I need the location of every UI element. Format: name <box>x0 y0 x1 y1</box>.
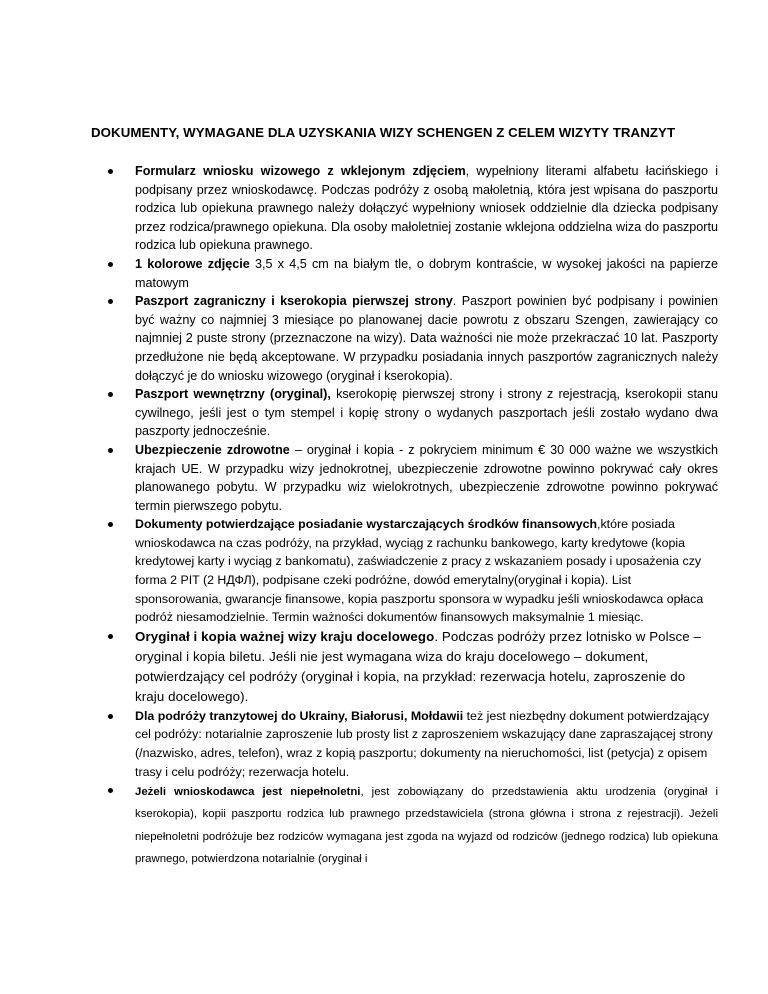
list-item <box>135 162 718 255</box>
item-text: , jest zobowiązany do przedstawienia aktu urodzenia (oryginał i kserokopia), kopii paszportu rodzica lub prawnego przedstawiciela (strona główna i strona z rejestracji). Jeżeli niepełnoletni podróżuje bez rodziców wymagana jest zgoda na wyjazd od rodziców (jednego rodzica) lub opiekuna prawnego, potwierdzona notarialnie (oryginał i <box>135 786 719 865</box>
bullet-icon <box>108 627 116 645</box>
list-item <box>135 255 718 292</box>
list-item <box>135 627 718 707</box>
bullet-icon <box>108 707 116 725</box>
item-heading: Ubezpieczenie zdrowotne <box>135 442 290 457</box>
item-text: 3,5 x 4,5 cm na białym tle, o dobrym kontraście, w wysokej jakości na papierze matowym <box>135 256 718 290</box>
item-text: – oryginał i kopia - z pokryciem minimum € 30 000 ważne we wszystkich krajach UE. W przypadku wizy jednokrotnej, ubezpieczenie zdrowotne powinno pokrywać cały okres planowanego pobytu. W przypadku wiz wielokrotnych, ubezpieczenie zdrowotne powinno pokrywać termin pierwszego pobytu. <box>135 442 719 513</box>
list-item <box>135 515 718 627</box>
item-heading: Formularz wniosku wizowego z wklejonym zdjęciem <box>135 164 466 178</box>
bullet-icon <box>108 292 116 310</box>
item-heading: Dla podróży tranzytowej do Ukrainy, Białorusi, Mołdawii <box>135 708 464 723</box>
item-text: ,które posiada wnioskodawca na czas podróży, na przykład, wyciąg z rachunku bankowego, karty kredytowe (kopia kredytowej karty i wyciąg z bankomatu), zaświadczenie z pracy z wskazaniem posady i uposażenia czy forma 2 PIT (2 НДФЛ), podpisane czeki podróżne, dowód emerytalny(oryginał i kopia). List sponsorowania, gwarancje finansowe, kopia paszportu sponsora w wypadku jeśli wnioskodawca opłaca podróż niesamodzielnie. Termin ważności dokumentów finansowych maksymalnie 1 miesiąc. <box>135 517 704 625</box>
bullet-icon <box>108 385 116 403</box>
list-item <box>135 707 718 781</box>
item-text: kserokopię pierwszej strony i strony z rejestracją, kserokopii stanu cywilnego, jeśli jest o tym stempel i kopię strony o wydanych paszportach jeśli zostało wydano dwa paszporty jednocześnie. <box>135 387 718 439</box>
item-text: . Paszport powinien być podpisany i powinien być ważny co najmniej 3 miesiące po planowanej dacie powrotu z obszaru Szengen, zawierający co najmniej 2 puste strony (przeznaczone na wizy). Data ważności nie może przekraczać 10 lat. Paszporty przedłużone nie będą akceptowane. W przypadku posiadania innych paszportów zagranicznych należy dołączyć je do wniosku wizowego (oryginał i kserokopia). <box>135 294 718 383</box>
bullet-icon <box>108 515 116 533</box>
item-heading: 1 kolorowe zdjęcie <box>135 256 250 271</box>
item-text: też jest niezbędny dokument potwierdzający cel podróży: notarialnie zaproszenie lub prosty list z zaproszeniem wskazujący dane zapraszającej strony (/nazwisko, adres, telefon), wraz z kopią paszportu; dokumenty na nieruchomości, list (petycja) z opisem trasy i celu podróży; rezerwacja hotelu. <box>135 708 713 779</box>
bullet-icon <box>108 162 116 180</box>
item-heading: Oryginał i kopia ważnej wizy kraju docelowego <box>135 628 435 644</box>
bullet-icon <box>108 781 116 799</box>
document-title: DOKUMENTY, WYMAGANE DLA UZYSKANIA WIZY SCHENGEN Z CELEM WIZYTY TRANZYT <box>91 125 676 140</box>
list-item <box>135 292 718 385</box>
requirements-list <box>91 162 718 870</box>
item-heading: Dokumenty potwierdzające posiadanie wystarczających środków finansowych <box>135 517 598 532</box>
item-text: . Podczas podróży przez lotnisko w Polsce –oryginal i kopia biletu. Jeśli nie jest wymagana wiza do kraju docelowego – dokument, potwierdzający cel podróży (oryginał i kopia, na przykład: rezerwacja hotelu, zaproszenie do kraju docelowego). <box>135 628 701 704</box>
item-text: , wypełniony literami alfabetu łacińskiego i podpisany przez wnioskodawcę. Podczas podróży z osobą małoletnią, która jest wpisana do paszportu rodzica lub opiekuna prawnego należy dołączyć wypełniony wniosek oddzielnie dla dziecka podpisany przez rodzica/prawnego opiekuna. Dla osoby małoletniej zostanie wklejona oddzielna wiza do paszportu rodzica lub opiekuna prawnego. <box>135 164 718 253</box>
list-item <box>135 781 718 870</box>
item-heading: Paszport wewnętrzny (oryginal), <box>135 387 331 402</box>
item-heading: Paszport zagraniczny i kserokopia pierwszej strony <box>135 294 453 309</box>
bullet-icon <box>108 255 116 273</box>
list-item <box>135 441 718 515</box>
item-heading: Jeżeli wnioskodawca jest niepełnoletni <box>135 786 361 799</box>
bullet-icon <box>108 441 116 459</box>
list-item <box>135 385 718 441</box>
